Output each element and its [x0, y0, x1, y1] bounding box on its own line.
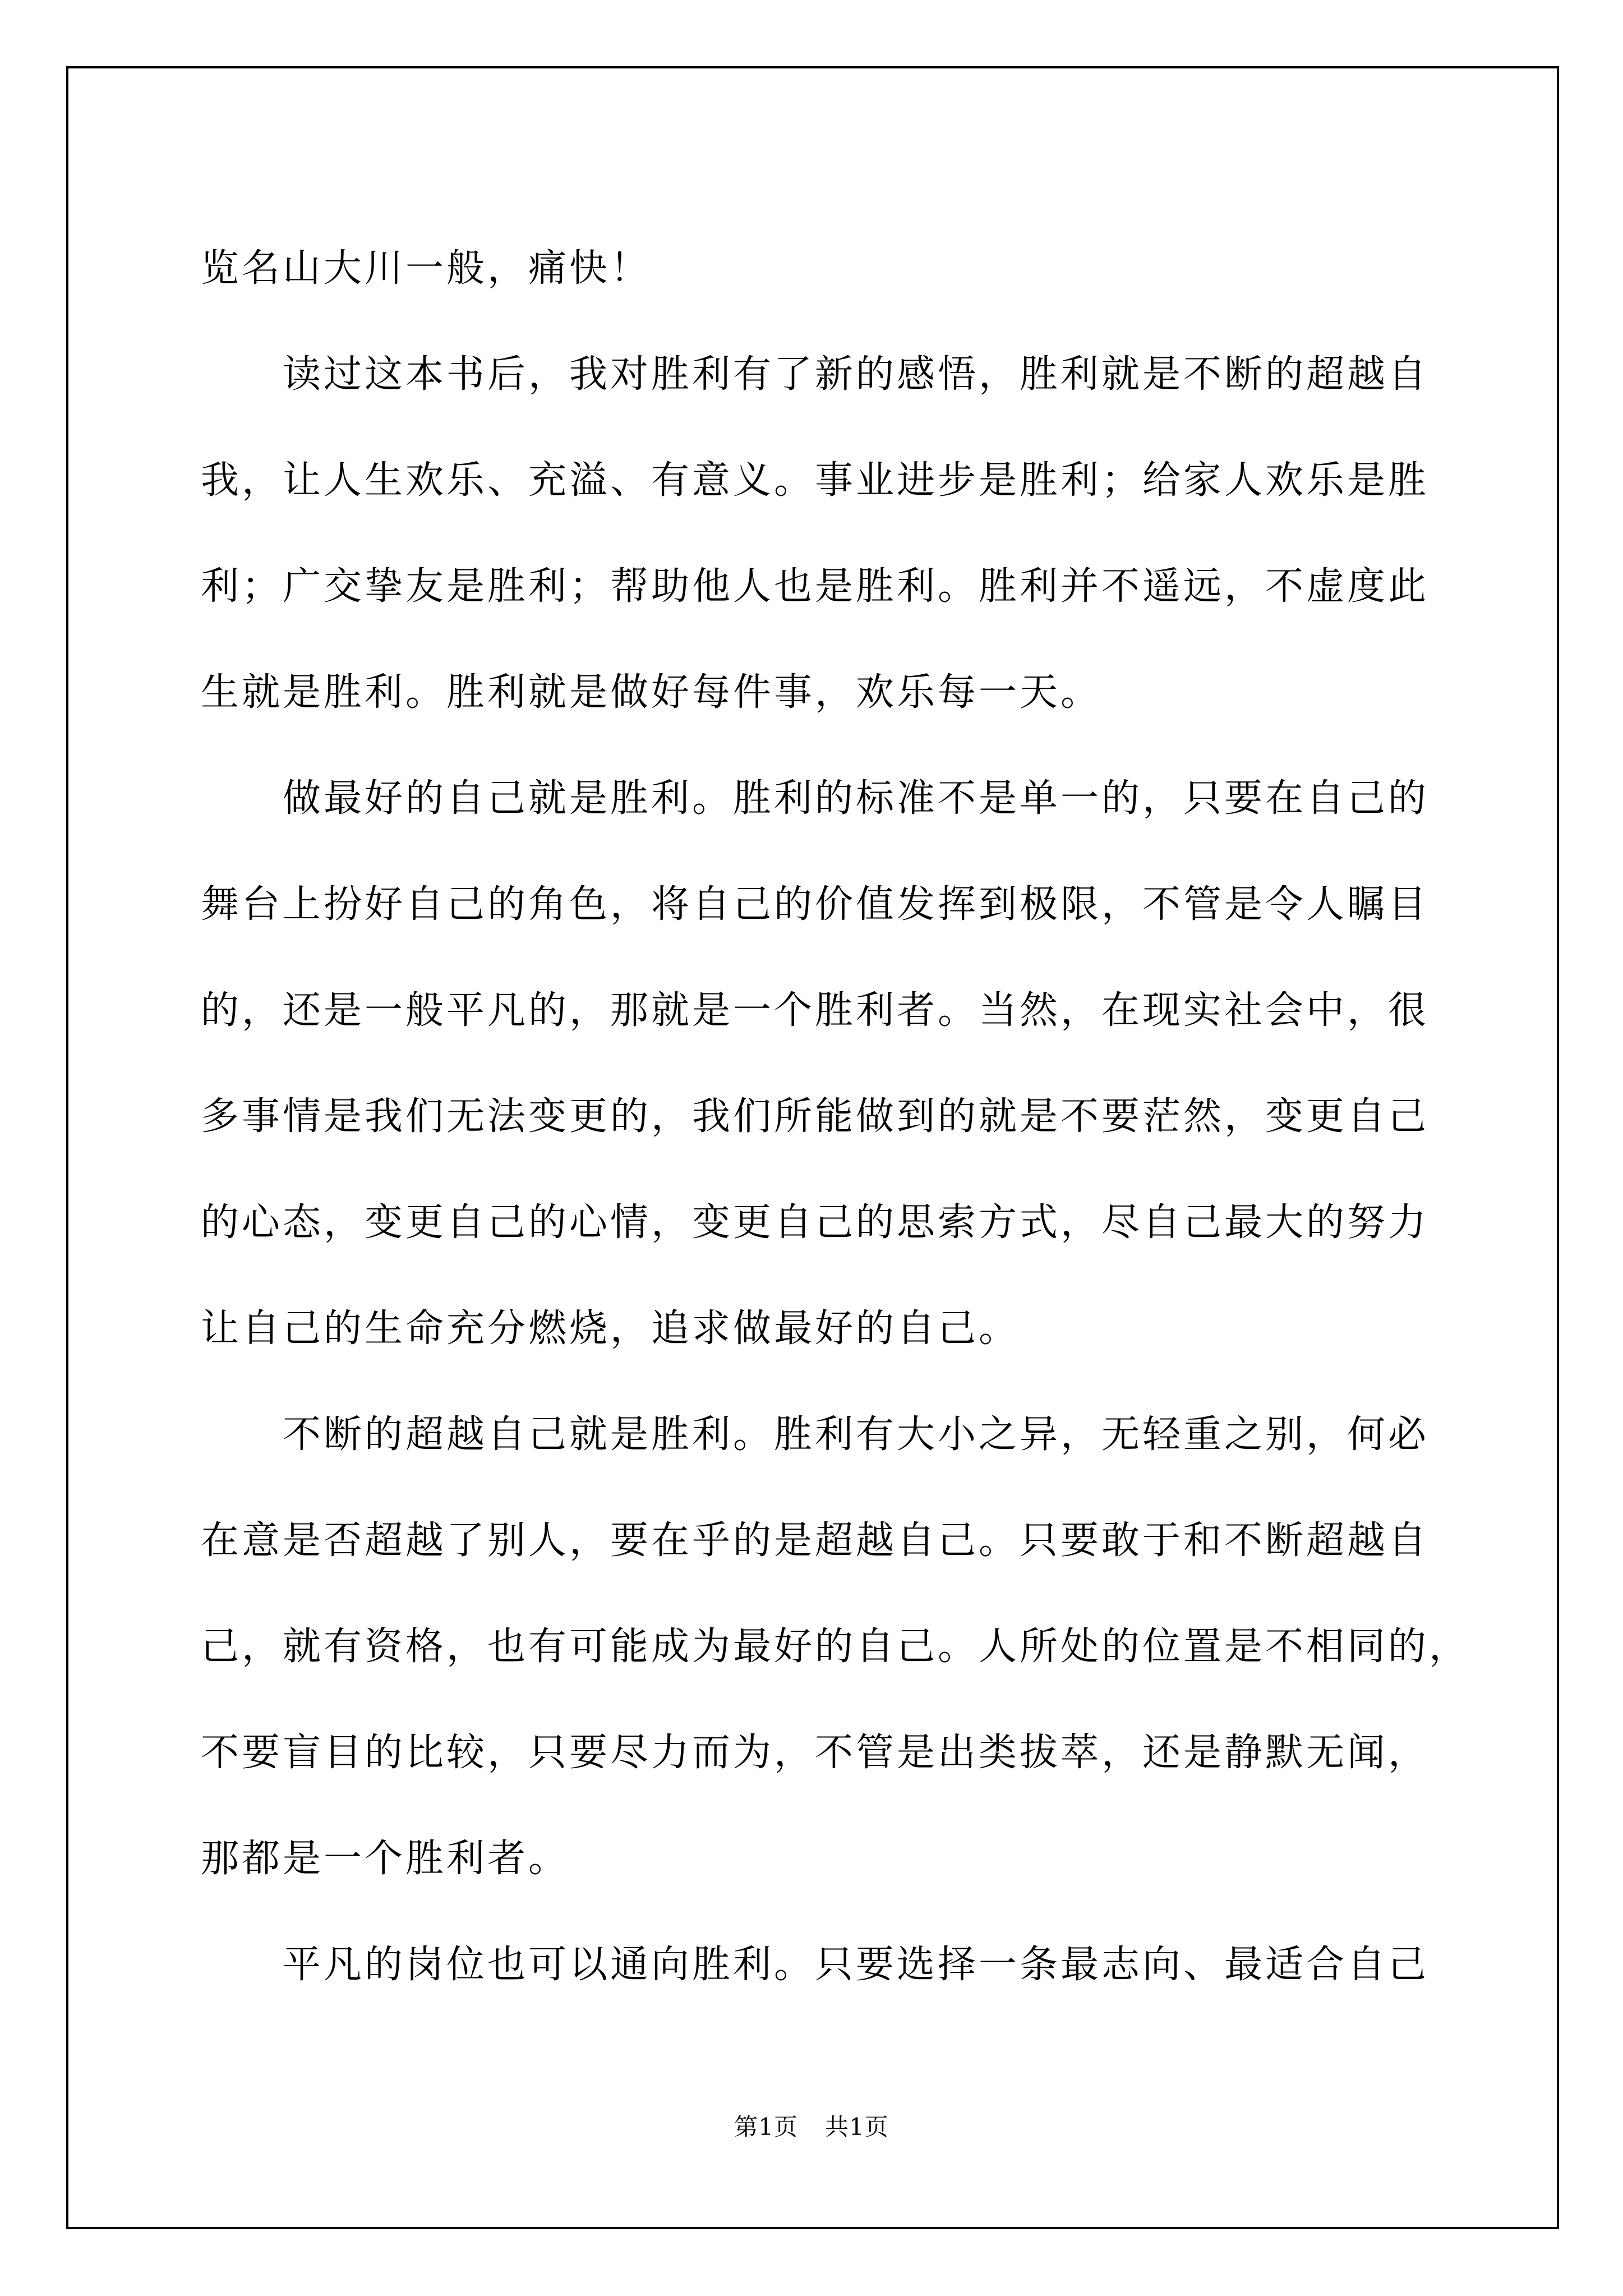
text-line: 利；广交挚友是胜利；帮助他人也是胜利。胜利并不遥远，不虚度此: [201, 564, 1430, 609]
text-line: 舞台上扮好自己的角色，将自己的价值发挥到极限，不管是令人瞩目: [201, 882, 1430, 927]
text-line: 己，就有资格，也有可能成为最好的自己。人所处的位置是不相同的，: [201, 1625, 1470, 1669]
text-line: 多事情是我们无法变更的，我们所能做到的就是不要茫然，变更自己: [201, 1094, 1430, 1139]
text-line: 读过这本书后，我对胜利有了新的感悟，胜利就是不断的超越自: [283, 352, 1430, 397]
text-line: 的心态，变更自己的心情，变更自己的思索方式，尽自己最大的努力: [201, 1200, 1430, 1245]
page-total: 共1页: [825, 2113, 889, 2141]
text-line: 那都是一个胜利者。: [201, 1837, 570, 1881]
page-number: 第1页: [734, 2113, 798, 2141]
text-line: 生就是胜利。胜利就是做好每件事，欢乐每一天。: [201, 670, 1102, 715]
text-line: 不断的超越自己就是胜利。胜利有大小之异，无轻重之别，何必: [283, 1412, 1430, 1457]
text-line: 在意是否超越了别人，要在乎的是超越自己。只要敢于和不断超越自: [201, 1519, 1430, 1563]
page-footer: [0, 2110, 1623, 2144]
text-line: 让自己的生命充分燃烧，追求做最好的自己。: [201, 1306, 1020, 1351]
text-line: 览名山大川一般，痛快！: [201, 246, 652, 291]
document-body: [201, 215, 1470, 2018]
text-line: 不要盲目的比较，只要尽力而为，不管是出类拔萃，还是静默无闻，: [201, 1731, 1430, 1775]
text-line: 的，还是一般平凡的，那就是一个胜利者。当然，在现实社会中，很: [201, 988, 1430, 1033]
text-line: 平凡的岗位也可以通向胜利。只要选择一条最志向、最适合自己: [283, 1943, 1430, 1987]
text-line: 我，让人生欢乐、充溢、有意义。事业进步是胜利；给家人欢乐是胜: [201, 458, 1430, 503]
text-line: 做最好的自己就是胜利。胜利的标准不是单一的，只要在自己的: [283, 776, 1430, 821]
